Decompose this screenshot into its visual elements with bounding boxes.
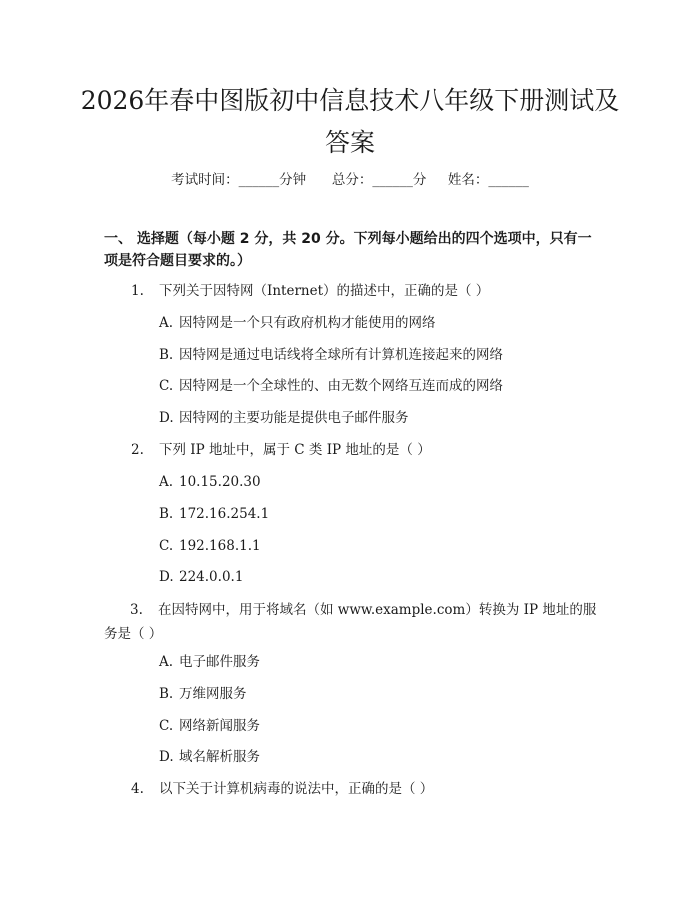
question-1-option-b — [159, 345, 503, 365]
section-heading: 一、 选择题（每小题 2 分，共 20 分。下列每小题给出的四个选项中，只有一项是符合题目要求的。） — [104, 231, 592, 269]
question-2-option-a — [159, 472, 261, 492]
question-stem: 在因特网中，用于将域名（如 www.example.com）转换为 IP 地址的服务是（ ） — [104, 602, 597, 642]
question-4 — [131, 778, 433, 800]
option-text: 10.15.20.30 — [179, 474, 261, 490]
question-number: 3. — [130, 602, 143, 618]
time-label: 考试时间： — [171, 172, 239, 188]
question-stem: 下列关于因特网（Internet）的描述中，正确的是（ ） — [159, 283, 490, 299]
question-3-option-d — [159, 747, 260, 767]
exam-info-line — [0, 168, 700, 188]
question-3-option-c — [159, 716, 260, 736]
question-3 — [104, 598, 598, 646]
option-letter: A. — [159, 315, 174, 331]
option-letter: D. — [159, 569, 174, 585]
question-1-option-c — [159, 376, 503, 396]
question-2-option-d — [159, 567, 243, 587]
score-label: 总分： — [331, 172, 373, 188]
option-letter: D. — [159, 410, 174, 426]
option-text: 172.16.254.1 — [179, 506, 270, 522]
option-text: 因特网是通过电话线将全球所有计算机连接起来的网络 — [179, 347, 503, 363]
question-1 — [131, 280, 489, 302]
name-blank: ______ — [488, 172, 529, 188]
option-letter: B. — [159, 347, 174, 363]
option-letter: A. — [159, 654, 174, 670]
option-letter: C. — [159, 538, 174, 554]
question-3-option-a — [159, 652, 260, 672]
option-letter: B. — [159, 506, 174, 522]
question-2-option-c — [159, 536, 261, 556]
question-number: 1. — [131, 283, 144, 299]
question-1-option-d — [159, 408, 409, 428]
score-blank: ______ — [372, 172, 413, 188]
score-unit: 分 — [412, 172, 427, 188]
option-text: 224.0.0.1 — [179, 569, 244, 585]
option-text: 因特网是一个只有政府机构才能使用的网络 — [179, 315, 436, 331]
option-text: 域名解析服务 — [179, 749, 260, 765]
question-stem: 下列 IP 地址中，属于 C 类 IP 地址的是（ ） — [159, 442, 431, 458]
option-text: 万维网服务 — [179, 686, 247, 702]
option-text: 电子邮件服务 — [179, 654, 260, 670]
question-1-option-a — [159, 313, 436, 333]
option-text: 因特网的主要功能是提供电子邮件服务 — [179, 410, 409, 426]
option-letter: B. — [159, 686, 174, 702]
time-blank: ______ — [238, 172, 280, 188]
question-3-option-b — [159, 684, 247, 704]
option-text: 192.168.1.1 — [179, 538, 261, 554]
page-title: 2026年春中图版初中信息技术八年级下册测试及答案 — [80, 86, 620, 157]
question-stem: 以下关于计算机病毒的说法中，正确的是（ ） — [159, 781, 434, 797]
name-label: 姓名： — [447, 172, 489, 188]
time-unit: 分钟 — [279, 172, 307, 188]
option-text: 网络新闻服务 — [179, 718, 260, 734]
question-2 — [131, 439, 431, 461]
option-letter: D. — [159, 749, 174, 765]
question-number: 4. — [131, 781, 144, 797]
question-2-option-b — [159, 504, 269, 524]
option-letter: A. — [159, 474, 174, 490]
option-letter: C. — [159, 718, 174, 734]
option-letter: C. — [159, 378, 174, 394]
question-number: 2. — [131, 442, 144, 458]
option-text: 因特网是一个全球性的、由无数个网络互连而成的网络 — [179, 378, 503, 394]
